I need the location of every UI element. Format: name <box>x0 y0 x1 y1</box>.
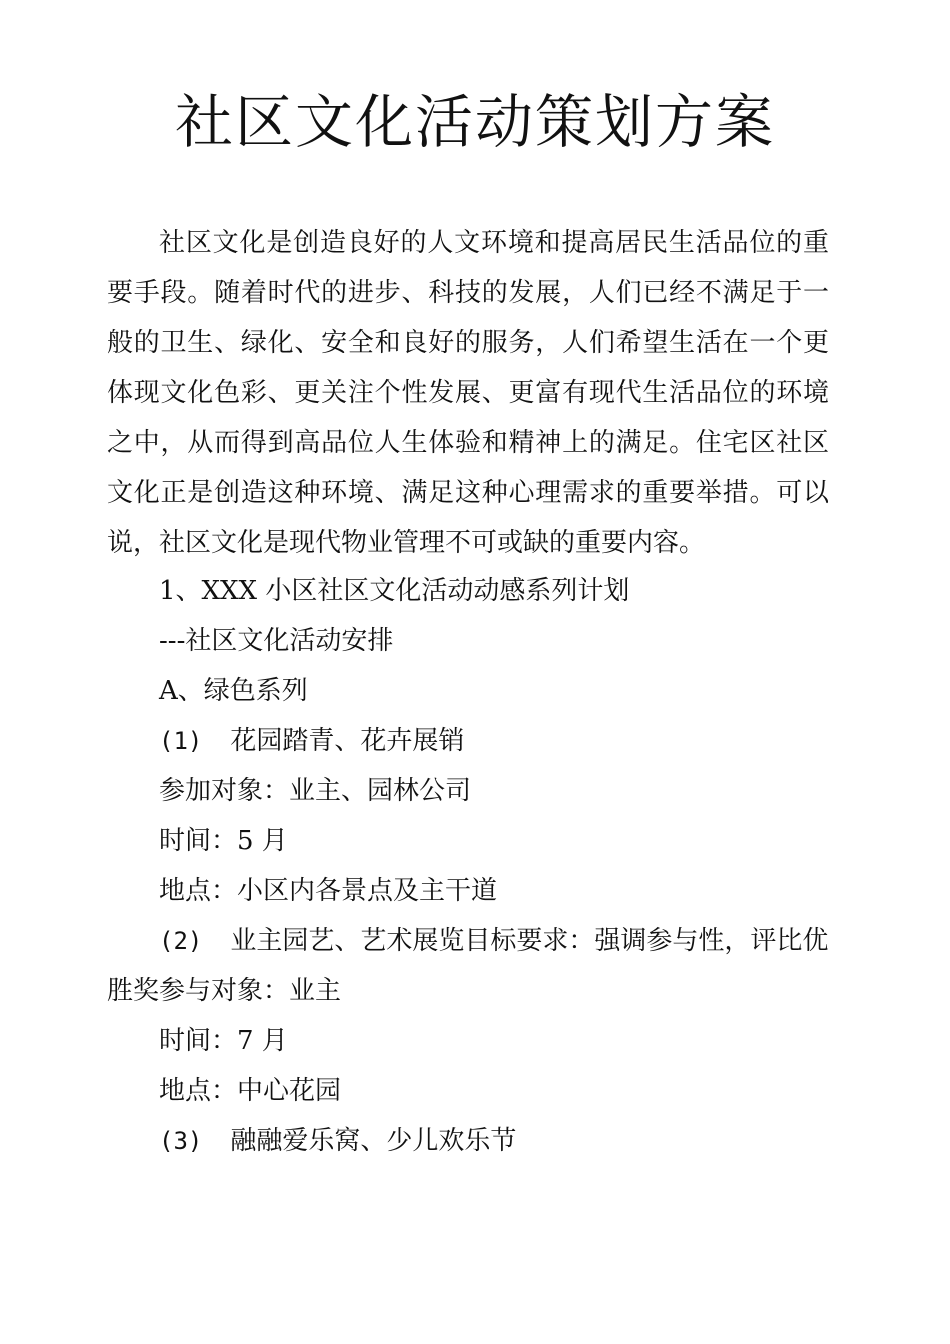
activity-number: (3) <box>159 1127 203 1155</box>
intro-paragraph: 社区文化是创造良好的人文环境和提高居民生活品位的重要手段。随着时代的进步、科技的发展，人们已经不满足于一般的卫生、绿化、安全和良好的服务，人们希望生活在一个更体现文化色彩、更关注个性发展、更富有现代生活品位的环境之中，从而得到高品位人生体验和精神上的满足。住宅区社区文化正是创造这种环境、满足这种心理需求的重要举措。可以说，社区文化是现代物业管理不可或缺的重要内容。 <box>107 228 829 558</box>
activity-number: (1) <box>159 727 203 755</box>
activity-name: 业主园艺、艺术展览目标要求：强调参与性，评比优胜奖参与对象：业主 <box>107 926 829 1006</box>
activity-name: 花园踏青、花卉展销 <box>230 726 465 756</box>
activity-place: 地点：中心花园 <box>159 1076 342 1106</box>
subheading: ---社区文化活动安排 <box>159 626 394 656</box>
activity-item-2 <box>107 916 829 1016</box>
activity-participants: 参加对象：业主、园林公司 <box>159 776 472 806</box>
activity-time: 时间：7 月 <box>159 1026 288 1056</box>
document-title: 社区文化活动策划方案 <box>174 88 775 156</box>
activity-plan-list <box>107 566 829 1166</box>
series-heading-green: A、绿色系列 <box>159 676 308 706</box>
activity-place: 地点：小区内各景点及主干道 <box>159 876 498 906</box>
activity-time: 时间：5 月 <box>159 826 288 856</box>
activity-name: 融融爱乐窝、少儿欢乐节 <box>230 1126 517 1156</box>
section-heading: 1、XXX 小区社区文化活动动感系列计划 <box>159 576 630 606</box>
activity-item-1 <box>107 716 829 766</box>
activity-item-3 <box>107 1116 829 1166</box>
activity-number: (2) <box>159 927 203 955</box>
